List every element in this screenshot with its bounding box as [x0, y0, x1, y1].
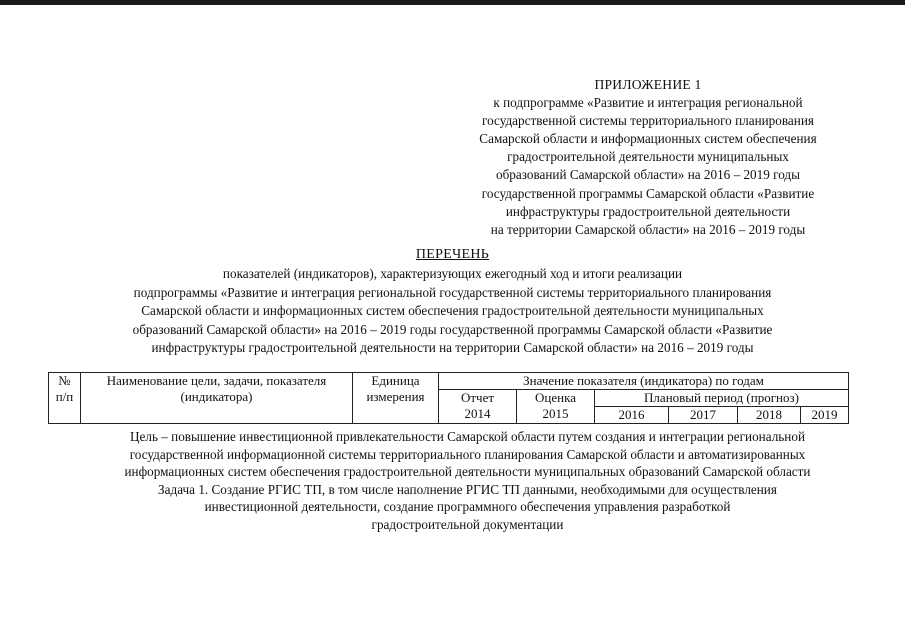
goal-line: государственной информационной системы территориального планирования Самарской области и автоматизированных [129, 446, 806, 462]
list-title: ПЕРЕЧЕНЬ [415, 247, 490, 262]
header-number: № п/п [49, 373, 81, 424]
list-subtitle [40, 265, 865, 358]
list-subtitle-line: инфраструктуры градостроительной деятельности на территории Самарской области» на 2016 – 2019 годы [151, 340, 754, 356]
appendix-line: на территории Самарской области» на 2016 – 2019 годы [490, 221, 806, 237]
header-estimate: Оценка 2015 [517, 390, 595, 424]
goal-and-task-text [40, 428, 895, 533]
header-year-2018: 2018 [738, 407, 801, 424]
header-year-2016: 2016 [595, 407, 669, 424]
task-line: градостроительной документации [371, 516, 564, 532]
indicators-table [48, 372, 849, 424]
goal-line: Цель – повышение инвестиционной привлекательности Самарской области путем создания и интеграции региональной [129, 429, 806, 444]
list-subtitle-line: подпрограммы «Развитие и интеграция региональной государственной системы территориального планирования [133, 284, 772, 300]
appendix-line: инфраструктуры градостроительной деятельности [505, 203, 791, 219]
appendix-line: к подпрограмме «Развитие и интеграция региональной [493, 95, 803, 111]
appendix-line: образований Самарской области» на 2016 – 2019 годы [495, 167, 801, 183]
header-plan-period: Плановый период (прогноз) [595, 390, 849, 407]
appendix-line: государственной программы Самарской области «Развитие [481, 185, 815, 201]
scan-top-edge [0, 0, 905, 5]
task-line: Задача 1. Создание РГИС ТП, в том числе наполнение РГИС ТП данными, необходимыми для осуществления [158, 481, 777, 497]
appendix-block [428, 76, 868, 239]
list-subtitle-line: показателей (индикаторов), характеризующих ежегодный ход и итоги реализации [222, 266, 683, 281]
appendix-line: градостроительной деятельности муниципальных [507, 149, 789, 165]
appendix-heading: ПРИЛОЖЕНИЕ 1 [594, 77, 702, 92]
appendix-line: государственной системы территориального планирования [482, 113, 814, 129]
list-subtitle-line: образований Самарской области» на 2016 – 2019 годы государственной программы Самарской области «Развитие [132, 321, 773, 337]
header-report: Отчет 2014 [439, 390, 517, 424]
header-unit: Единица измерения [353, 373, 439, 424]
header-name: Наименование цели, задачи, показателя (индикатора) [81, 373, 353, 424]
appendix-line: Самарской области и информационных систем обеспечения [479, 131, 817, 147]
list-subtitle-line: Самарской области и информационных систем обеспечения градостроительной деятельности муниципальных [141, 303, 764, 319]
header-year-2017: 2017 [669, 407, 738, 424]
header-year-2019: 2019 [801, 407, 849, 424]
header-values: Значение показателя (индикатора) по годам [439, 373, 849, 390]
goal-line: информационных систем обеспечения градостроительной деятельности муниципальных образований Самарской области [124, 464, 811, 479]
task-line: инвестиционной деятельности, создание программного обеспечения управления разработкой [204, 499, 731, 514]
